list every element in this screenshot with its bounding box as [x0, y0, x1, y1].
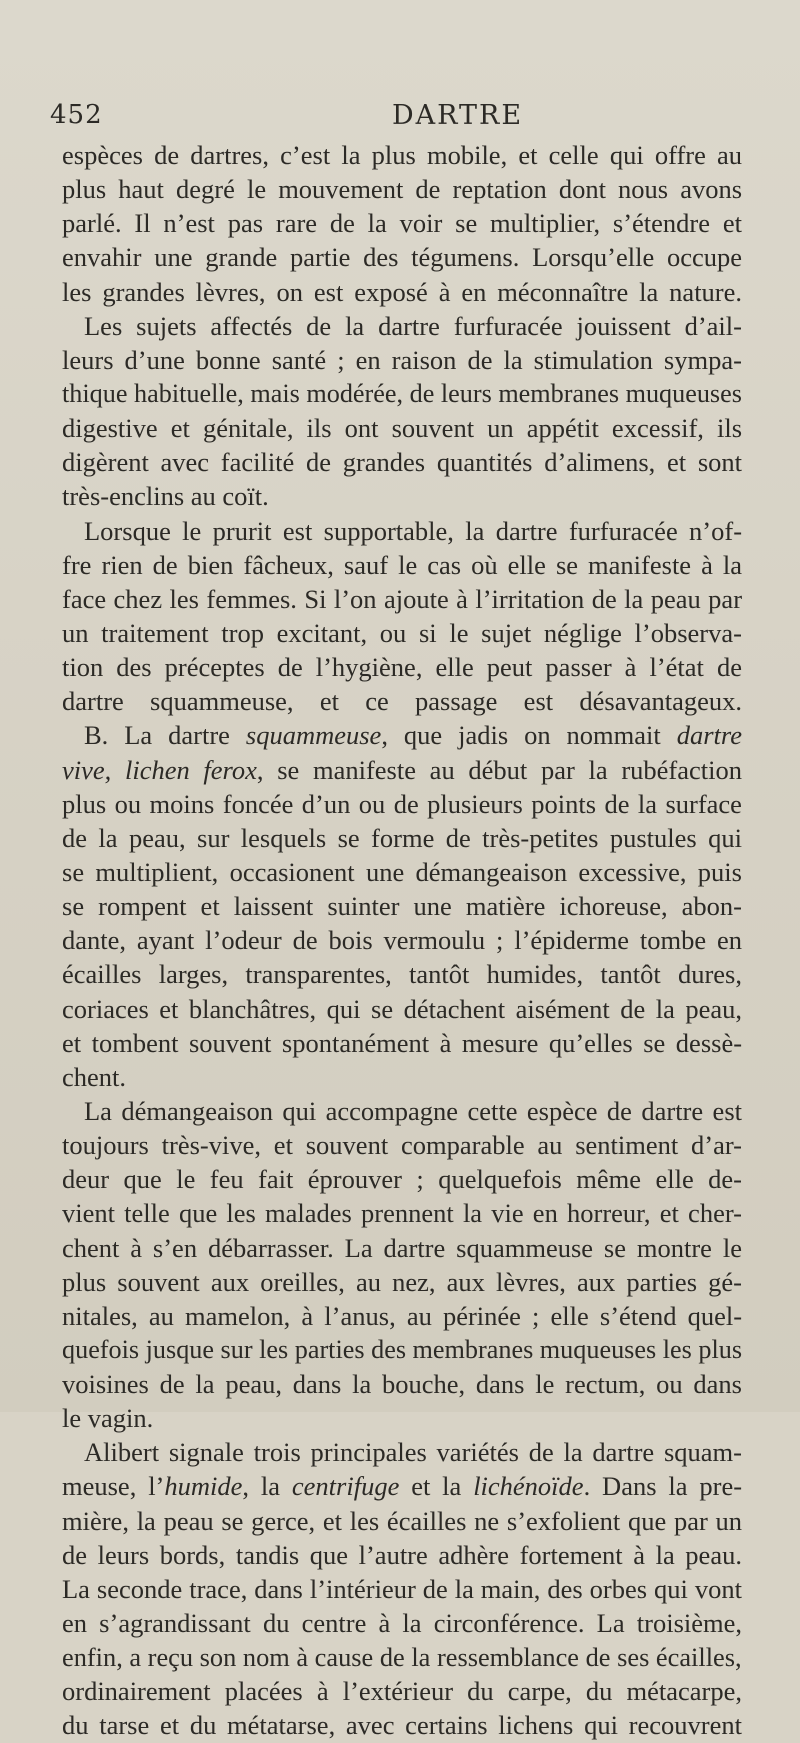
text-line	[62, 1265, 742, 1299]
text-line	[62, 787, 742, 821]
text-line	[62, 992, 742, 1026]
text-span: enfin, a reçu son nom à cause de la ressemblance de ses écailles,	[62, 1642, 742, 1673]
text-span: digestive et génitale, ils ont souvent un appétit excessif, ils	[62, 413, 743, 444]
text-span: fre rien de bien fâcheux, sauf le cas où elle se manifeste à la	[62, 549, 743, 580]
text-line	[62, 445, 742, 479]
text-span: plus souvent aux oreilles, au nez, aux lèvres, aux parties gé-	[62, 1266, 742, 1297]
italic-text: squammeuse	[245, 720, 382, 751]
text-line	[62, 1640, 742, 1674]
text-line	[62, 1674, 742, 1708]
text-span: La seconde trace, dans l’intérieur de la main, des orbes qui vont	[62, 1573, 742, 1604]
text-span: écailles larges, transparentes, tantôt humides, tantôt dures,	[62, 959, 742, 990]
text-line	[62, 1708, 742, 1742]
text-span: tion des préceptes de l’hygiène, elle peut passer à l’état de	[62, 652, 742, 683]
text-line	[62, 923, 742, 957]
text-line	[62, 1504, 742, 1538]
text-line	[62, 889, 742, 923]
text-line	[62, 275, 742, 309]
text-line	[62, 821, 742, 855]
text-line	[62, 718, 742, 752]
text-span: en s’agrandissant du centre à la circonférence. La troisième,	[62, 1608, 743, 1639]
text-span: Les sujets affectés de la dartre furfuracée jouissent d’ail-	[84, 310, 742, 341]
text-span: , que jadis on nommait	[381, 720, 677, 751]
text-span: plus haut degré le mouvement de reptation dont nous avons	[62, 174, 743, 205]
text-line	[62, 1060, 742, 1094]
text-span: du tarse et du métatarse, avec certains lichens qui recouvrent	[62, 1710, 742, 1741]
text-line	[62, 1367, 742, 1401]
text-line	[62, 684, 742, 718]
text-line	[62, 1333, 742, 1367]
text-line	[62, 411, 742, 445]
text-span: La démangeaison qui accompagne cette espèce de dartre est	[84, 1095, 742, 1126]
text-span: chent.	[62, 1061, 127, 1092]
text-line	[62, 1401, 742, 1435]
text-span: se rompent et laissent suinter une matière ichoreuse, abon-	[62, 891, 743, 922]
text-span: se multiplient, occasionent une démangeaison excessive, puis	[62, 856, 742, 887]
text-line	[62, 377, 742, 411]
text-span: et tombent souvent spontanément à mesure qu’elles se dessè-	[62, 1027, 743, 1058]
italic-text: humide	[164, 1471, 243, 1502]
text-line	[62, 1435, 742, 1469]
italic-text: lichénoïde	[473, 1471, 584, 1502]
text-span: quefois jusque sur les parties des membranes muqueuses les plus	[62, 1334, 743, 1364]
text-line	[62, 1469, 742, 1503]
text-span: voisines de la peau, dans la bouche, dans le rectum, ou dans	[62, 1369, 742, 1400]
italic-text: centrifuge	[291, 1471, 400, 1502]
text-span: chent à s’en débarrasser. La dartre squammeuse se montre le	[62, 1232, 742, 1263]
text-line	[62, 582, 742, 616]
text-line	[62, 1196, 742, 1230]
text-span: Lorsque le prurit est supportable, la dartre furfuracée n’of-	[84, 515, 743, 546]
text-line	[62, 1606, 742, 1640]
text-line	[62, 957, 742, 991]
page-number: 452	[50, 100, 103, 130]
text-span: . Dans la pre-	[583, 1471, 743, 1502]
text-span: thique habituelle, mais modérée, de leurs membranes muqueuses	[62, 378, 742, 408]
text-line	[62, 616, 742, 650]
text-span: , se manifeste au début par la rubéfaction	[256, 754, 742, 785]
text-line	[62, 753, 742, 787]
italic-text: dartre	[676, 720, 742, 751]
text-line	[62, 855, 742, 889]
text-line	[62, 1572, 742, 1606]
text-span: , la	[242, 1471, 292, 1502]
text-span: les grandes lèvres, on est exposé à en méconnaître la nature.	[62, 276, 743, 307]
text-line	[62, 1128, 742, 1162]
text-span: plus ou moins foncée d’un ou de plusieurs points de la surface	[62, 788, 742, 819]
text-span: Alibert signale trois principales variétés de la dartre squam-	[84, 1437, 742, 1468]
text-span: espèces de dartres, c’est la plus mobile, et celle qui offre au	[62, 140, 743, 170]
text-span: coriaces et blanchâtres, qui se détachent aisément de la peau,	[62, 993, 743, 1024]
text-span: le vagin.	[62, 1403, 154, 1434]
text-span: un traitement trop excitant, ou si le sujet néglige l’observa-	[62, 617, 742, 648]
text-line	[62, 1538, 742, 1572]
text-span: nitales, au mamelon, à l’anus, au périnée ; elle s’étend quel-	[62, 1300, 743, 1331]
text-line	[62, 1094, 742, 1128]
italic-text: vive, lichen ferox	[62, 754, 257, 785]
text-span: deur que le feu fait éprouver ; quelquefois même elle de-	[62, 1164, 742, 1195]
text-line	[62, 548, 742, 582]
text-line	[62, 206, 742, 240]
text-line	[62, 650, 742, 684]
text-span: face chez les femmes. Si l’on ajoute à l’irritation de la peau par	[62, 583, 743, 614]
text-line	[62, 1299, 742, 1333]
text-line	[62, 479, 742, 513]
text-span: de leurs bords, tandis que l’autre adhère fortement à la peau.	[62, 1539, 742, 1570]
text-line	[62, 172, 742, 206]
text-span: dante, ayant l’odeur de bois vermoulu ; l’épiderme tombe en	[62, 925, 743, 956]
text-line	[62, 343, 742, 377]
text-line	[62, 514, 742, 548]
text-span: meuse, l’	[62, 1471, 165, 1502]
text-line	[62, 1162, 742, 1196]
text-span: ordinairement placées à l’extérieur du carpe, du métacarpe,	[62, 1676, 742, 1707]
text-line	[62, 138, 742, 172]
text-span: parlé. Il n’est pas rare de la voir se multiplier, s’étendre et	[62, 208, 742, 239]
text-line	[62, 1026, 742, 1060]
text-span: leurs d’une bonne santé ; en raison de la stimulation sympa-	[62, 344, 742, 375]
running-title: DARTRE	[392, 100, 524, 131]
text-span: de la peau, sur lesquels se forme de très-petites pustules qui	[62, 822, 742, 853]
text-line	[62, 1231, 742, 1265]
text-span: mière, la peau se gerce, et les écailles ne s’exfolient que par un	[62, 1505, 743, 1536]
text-line	[62, 240, 742, 274]
text-line	[62, 309, 742, 343]
text-span: vient telle que les malades prennent la vie en horreur, et cher-	[62, 1198, 742, 1229]
text-span: envahir une grande partie des tégumens. Lorsqu’elle occupe	[62, 242, 742, 273]
body-text	[62, 138, 742, 1743]
text-span: très-enclins au coït.	[62, 481, 269, 512]
text-span: B. La dartre	[84, 720, 246, 751]
text-span: dartre squammeuse, et ce passage est désavantageux.	[62, 686, 742, 717]
text-span: et la	[399, 1471, 474, 1502]
text-span: digèrent avec facilité de grandes quantités d’alimens, et sont	[62, 447, 743, 478]
text-span: toujours très-vive, et souvent comparable au sentiment d’ar-	[62, 1130, 742, 1161]
